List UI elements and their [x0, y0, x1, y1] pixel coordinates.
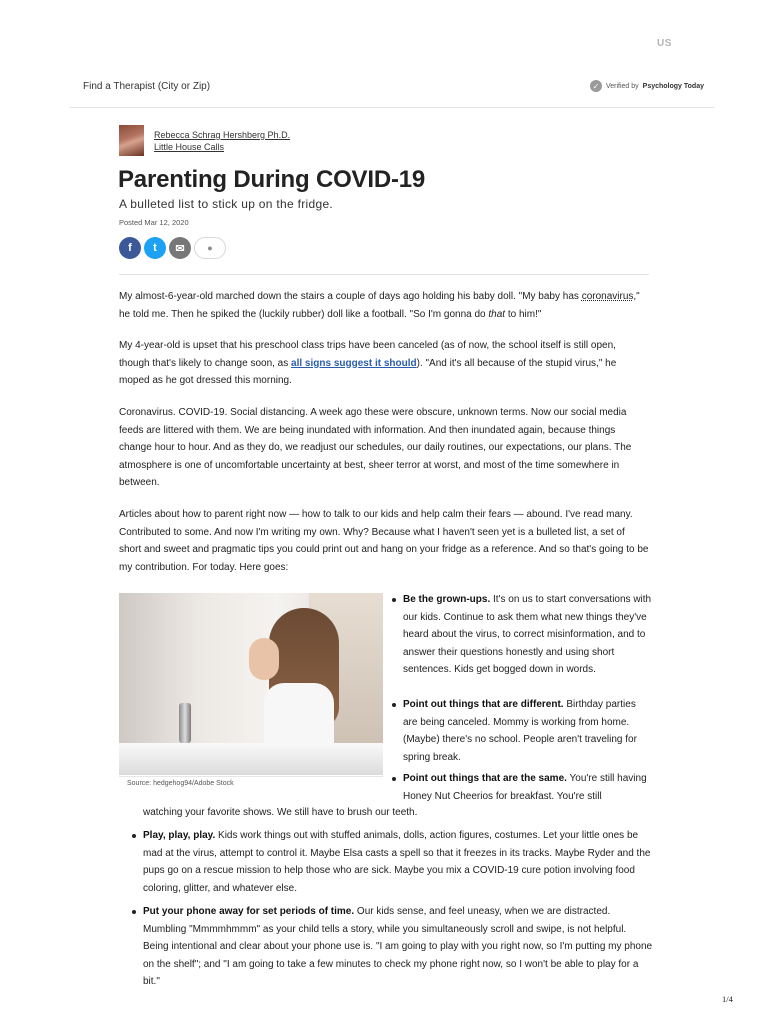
page-title: Parenting During COVID-19	[118, 166, 426, 193]
bullet-dot	[392, 598, 396, 602]
divider	[119, 274, 649, 275]
photo-rule	[119, 776, 383, 777]
bullet-dot	[392, 777, 396, 781]
bullet-dot	[132, 910, 136, 914]
photo-sink	[119, 743, 383, 775]
bullet-item: Be the grown-ups. It's on us to start conversations with our kids. Continue to ask them what new things they've heard about the virus, to correct misinformation, and to answer their questions honestly and using short sentences. Kids get bogged down in words.	[403, 591, 653, 679]
find-therapist-link[interactable]: Find a Therapist (City or Zip)	[83, 81, 211, 92]
page-number: 1/4	[722, 994, 733, 1004]
verified-badge	[590, 80, 704, 92]
article-subtitle: A bulleted list to stick up on the fridge.	[119, 197, 334, 211]
region-label[interactable]: US	[657, 38, 672, 49]
photo-child-face	[249, 638, 279, 680]
photo-source: Source: hedgehog94/Adobe Stock	[127, 780, 234, 787]
bullet-continuation: watching your favorite shows. We still have to brush our teeth.	[143, 807, 418, 818]
bullet-dot	[132, 834, 136, 838]
bullet-item: Point out things that are different. Birthday parties are being canceled. Mommy is working from home. (Maybe) there's no school. People aren't traveling for spring break.	[403, 696, 653, 766]
bullet-dot	[392, 703, 396, 707]
twitter-icon[interactable]: t	[144, 237, 166, 259]
check-badge-icon: ✓	[590, 80, 602, 92]
paragraph-2: My 4-year-old is upset that his preschool class trips have been canceled (as of now, the school itself is still open, though that's likely to change soon, as all signs suggest it should). "And it's all because of the stupid virus," he moped as he got dressed this morning.	[119, 340, 617, 386]
photo-faucet	[179, 703, 191, 743]
author-name-link[interactable]: Rebecca Schrag Hershberg Ph.D.	[154, 130, 291, 140]
blog-name-link[interactable]: Little House Calls	[154, 142, 225, 152]
bullet-item: Point out things that are the same. You're still having Honey Nut Cheerios for breakfast. You're still	[403, 770, 653, 805]
verified-brand: Psychology Today	[642, 82, 704, 90]
email-icon[interactable]: ✉	[169, 237, 191, 259]
paragraph-3: Coronavirus. COVID-19. Social distancing. A week ago these were obscure, unknown terms. Now our social media feeds are littered with them. We are being inundated with information. And then inundated again, because things change hour to hour. And as they do, we readjust our schedules, our daily routines, our expectations, our plans. The atmosphere is one of uncomfortable uncertainty at best, sheer terror at worst, and most of the time somewhere in between.	[119, 407, 632, 488]
paragraph-4: Articles about how to parent right now — how to talk to our kids and help calm their fears — abound. I've read many. Contributed to some. And now I'm writing my own. Why? Because what I haven't seen yet is a bulleted list, a set of short and sweet and pragmatic tips you could print out and hang on your fridge as a reference. And so that's going to be my contribution. For today. Here goes:	[119, 509, 649, 573]
share-bar	[119, 237, 226, 259]
author-block	[119, 125, 290, 156]
paragraph-1: My almost-6-year-old marched down the stairs a couple of days ago holding his baby doll. "My baby has coronavirus," he told me. Then he spiked the (luckily rubber) doll like a football. "So I'm gonna do that to him!"	[119, 291, 640, 320]
posted-date: Posted Mar 12, 2020	[119, 218, 189, 227]
avatar[interactable]	[119, 125, 144, 156]
coronavirus-link[interactable]: coronavirus	[581, 291, 634, 302]
verified-prefix: Verified by	[605, 82, 639, 90]
bullet-item: Play, play, play. Kids work things out with stuffed animals, dolls, action figures, costumes. Let your little ones be mad at the virus, attempt to control it. Maybe Elsa casts a spell so that it freezes in its tracks. Maybe Ryder and the pups go on a rescue mission to help those who are sick. Maybe you mix a COVID-19 cure potion involving food coloring, glitter, and whatever else.	[143, 827, 653, 897]
facebook-icon[interactable]: f	[119, 237, 141, 259]
article-photo	[119, 593, 383, 775]
header-bar	[70, 70, 714, 108]
bullet-item: Put your phone away for set periods of time. Our kids sense, and feel uneasy, when we are distracted. Mumbling "Mmmmhmmm" as your child tells a story, while you simultaneously scroll and swipe, is not helpful. Being intentional and clear about your phone use is. "I am going to play with you right now, so I'm putting my phone on the shelf"; and "I am going to take a few minutes to check my phone right now, so I won't be able to play for a bit."	[143, 903, 653, 991]
comment-icon[interactable]: ●	[194, 237, 226, 259]
signs-link[interactable]: all signs suggest it should	[291, 357, 417, 369]
